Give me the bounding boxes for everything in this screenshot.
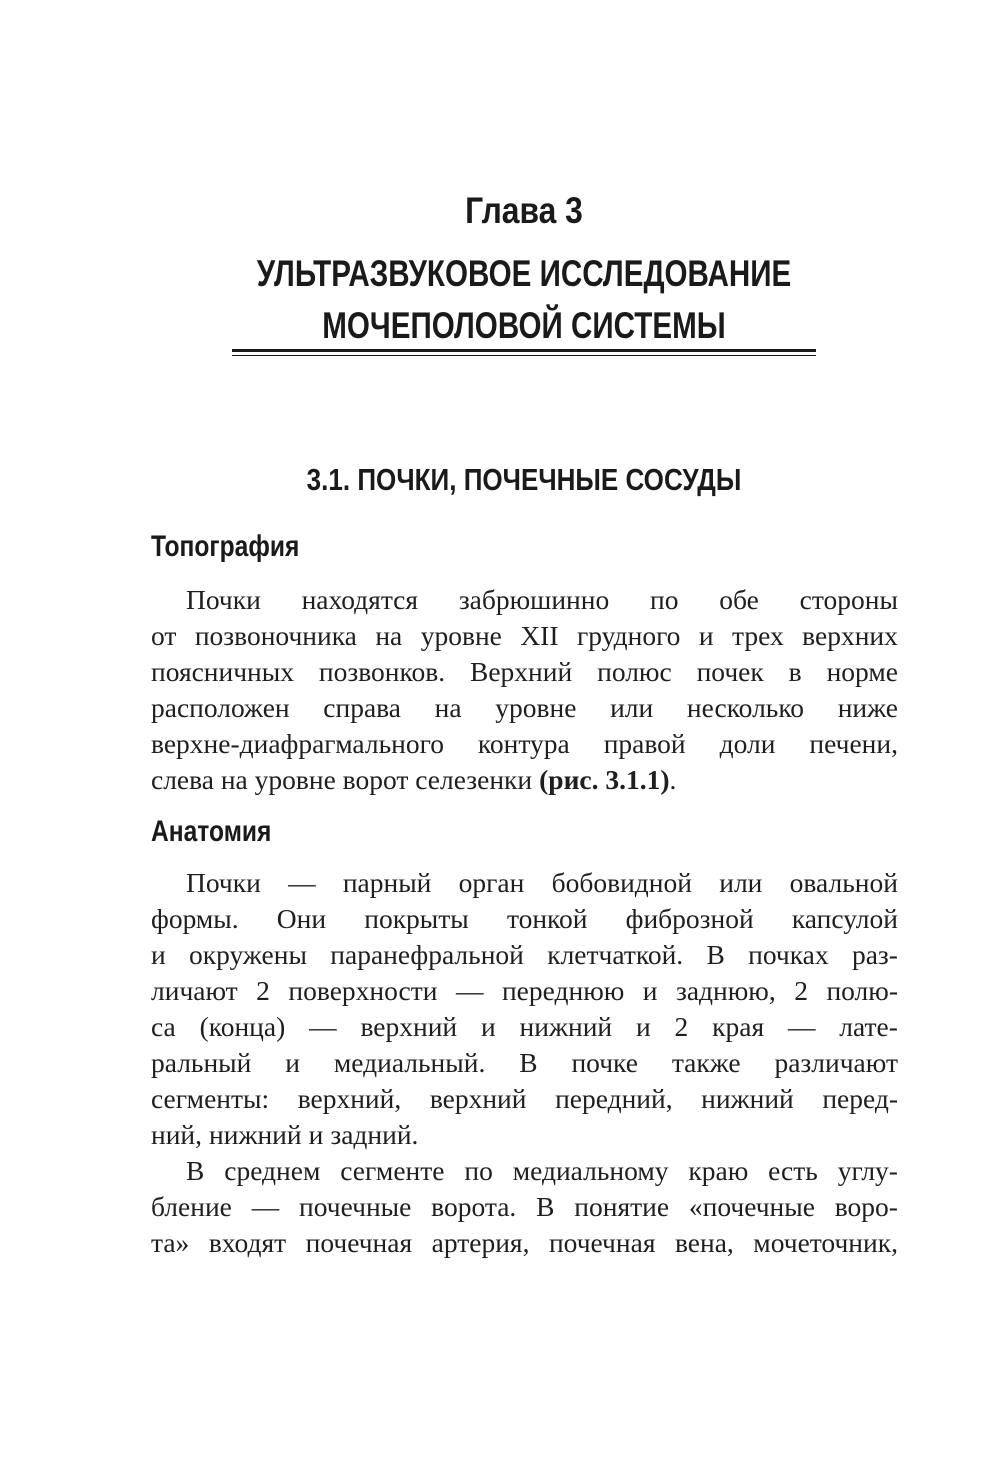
chapter-label: Глава 3 — [465, 190, 583, 231]
text-line — [151, 973, 898, 1009]
word: личают — [151, 975, 238, 1006]
text-line-last — [151, 762, 898, 798]
word: — — [309, 1011, 337, 1042]
word: бление — [151, 1191, 232, 1222]
word: верхне-диафрагмального — [151, 728, 444, 759]
word: забрюшинно — [458, 584, 610, 615]
text-line — [151, 937, 898, 973]
word: ральный — [151, 1047, 252, 1078]
text-line — [151, 582, 898, 618]
word: печени, — [809, 728, 898, 759]
topography-paragraph — [151, 582, 898, 798]
word: обе — [719, 584, 759, 615]
sentence-end: . — [669, 764, 677, 795]
word: верхний — [360, 1011, 458, 1042]
word: полюс — [597, 656, 672, 687]
word: на — [375, 620, 403, 651]
word: ворота. — [431, 1191, 517, 1222]
word: и — [151, 939, 166, 970]
title-rule-thick — [232, 349, 816, 352]
chapter-title — [105, 248, 943, 352]
word: 2 — [256, 975, 270, 1006]
text-line — [151, 1009, 898, 1045]
word: ний, — [151, 1119, 203, 1150]
title-rule-thin — [232, 355, 816, 356]
word: нижний — [701, 1083, 794, 1114]
chapter-title-line-1: УЛЬТРАЗВУКОВОЕ ИССЛЕДОВАНИЕ — [256, 253, 792, 294]
word: мочеточник, — [753, 1227, 898, 1258]
word: Они — [276, 903, 327, 934]
word: грудного — [576, 620, 681, 651]
word: справа — [323, 692, 401, 723]
word: позвоночника — [194, 620, 357, 651]
text-line — [151, 1189, 898, 1225]
word: медиальный. — [333, 1047, 486, 1078]
word: доли — [719, 728, 776, 759]
word: тонкой — [506, 903, 588, 934]
word: та» — [151, 1227, 190, 1258]
word: и — [642, 975, 658, 1006]
text-span: слева на уровне ворот селезенки — [151, 764, 533, 795]
word: и — [635, 1011, 651, 1042]
word: лате- — [839, 1011, 898, 1042]
word: стороны — [799, 584, 898, 615]
word: расположен — [151, 692, 290, 723]
text-line — [151, 1225, 898, 1261]
word: переднюю — [501, 975, 625, 1006]
word: нижний — [519, 1011, 613, 1042]
anatomy-paragraph-1 — [151, 865, 898, 1153]
word: капсулой — [791, 903, 898, 934]
word: верхний, — [297, 1083, 402, 1114]
word: — — [455, 975, 484, 1006]
word: са — [151, 1011, 176, 1042]
text-line — [151, 726, 898, 762]
word: клетчаткой. — [547, 939, 684, 970]
word: XII — [520, 620, 559, 651]
word: передний, — [555, 1083, 673, 1114]
section-title: 3.1. ПОЧКИ, ПОЧЕЧНЫЕ СОСУДЫ — [306, 462, 742, 497]
figure-reference: (рис. 3.1.1) — [539, 764, 670, 795]
word: уровне — [420, 620, 502, 651]
word: 2 — [794, 975, 808, 1006]
word: (конца) — [199, 1011, 286, 1042]
word: в — [788, 656, 802, 687]
word: есть — [768, 1155, 818, 1186]
word: или — [719, 867, 763, 898]
word: позвонков. — [318, 656, 446, 687]
word: нижний — [209, 1119, 302, 1150]
word: — — [787, 1011, 816, 1042]
word: на — [434, 692, 462, 723]
word: и — [285, 1047, 300, 1078]
word: формы. — [151, 903, 239, 934]
word: В — [186, 1155, 205, 1186]
anatomy-heading: Анатомия — [151, 815, 272, 848]
word: от — [151, 620, 177, 651]
word: углу- — [837, 1155, 898, 1186]
word: по — [464, 1155, 493, 1186]
word: почечные — [299, 1191, 412, 1222]
word: почке — [571, 1047, 638, 1078]
word: сегменте — [340, 1155, 445, 1186]
word: сегменты: — [151, 1083, 270, 1114]
word: и — [698, 620, 714, 651]
word: перед- — [822, 1083, 898, 1114]
text-line — [151, 690, 898, 726]
text-line-last — [151, 1117, 898, 1153]
word: среднем — [224, 1155, 321, 1186]
word: полю- — [826, 975, 898, 1006]
word: и — [480, 1011, 496, 1042]
word: парный — [342, 867, 432, 898]
word: орган — [458, 867, 525, 898]
word: или — [610, 692, 654, 723]
word: верхних — [802, 620, 898, 651]
word: 2 — [674, 1011, 689, 1042]
word: почечная — [548, 1227, 656, 1258]
word: — — [251, 1191, 280, 1222]
word: почечная — [305, 1227, 413, 1258]
word: раз- — [851, 939, 898, 970]
word: трех — [732, 620, 784, 651]
word: Верхний — [470, 656, 573, 687]
word: края — [712, 1011, 765, 1042]
text-line — [151, 618, 898, 654]
word: ниже — [837, 692, 898, 723]
word: Почки — [186, 867, 261, 898]
word: контура — [477, 728, 570, 759]
word: поясничных — [151, 656, 295, 687]
word: и — [308, 1119, 324, 1150]
word: задний. — [330, 1119, 419, 1150]
word: правой — [603, 728, 686, 759]
text-line — [151, 1153, 898, 1189]
word: верхний — [429, 1083, 527, 1114]
word: фиброзной — [625, 903, 754, 934]
chapter-title-line-2: МОЧЕПОЛОВОЙ СИСТЕМЫ — [322, 305, 726, 346]
word: поверхности — [288, 975, 438, 1006]
word: заднюю, — [675, 975, 776, 1006]
word: В — [536, 1191, 555, 1222]
topography-heading: Топография — [151, 530, 300, 563]
word: находятся — [301, 584, 419, 615]
word: по — [650, 584, 679, 615]
word: норме — [826, 656, 898, 687]
word: артерия, — [431, 1227, 530, 1258]
word: — — [288, 867, 316, 898]
word: «почечные — [688, 1191, 815, 1222]
word: уровне — [495, 692, 577, 723]
word: почках — [748, 939, 829, 970]
word: несколько — [686, 692, 805, 723]
word: также — [671, 1047, 741, 1078]
text-line — [151, 901, 898, 937]
word: В — [519, 1047, 538, 1078]
word: В — [706, 939, 725, 970]
word: воро- — [834, 1191, 898, 1222]
word: различают — [774, 1047, 898, 1078]
text-line — [151, 1045, 898, 1081]
word: бобовидной — [551, 867, 692, 898]
text-line — [151, 1081, 898, 1117]
word: медиальному — [512, 1155, 669, 1186]
word: окружены — [189, 939, 307, 970]
word: Почки — [186, 584, 261, 615]
word: краю — [688, 1155, 749, 1186]
word: входят — [208, 1227, 287, 1258]
word: покрыты — [364, 903, 469, 934]
word: овальной — [789, 867, 898, 898]
word: вена, — [674, 1227, 734, 1258]
word: понятие — [574, 1191, 670, 1222]
text-line — [151, 865, 898, 901]
text-line — [151, 654, 898, 690]
word: паранефральной — [330, 939, 524, 970]
anatomy-paragraph-2 — [151, 1153, 898, 1261]
word: почек — [696, 656, 764, 687]
